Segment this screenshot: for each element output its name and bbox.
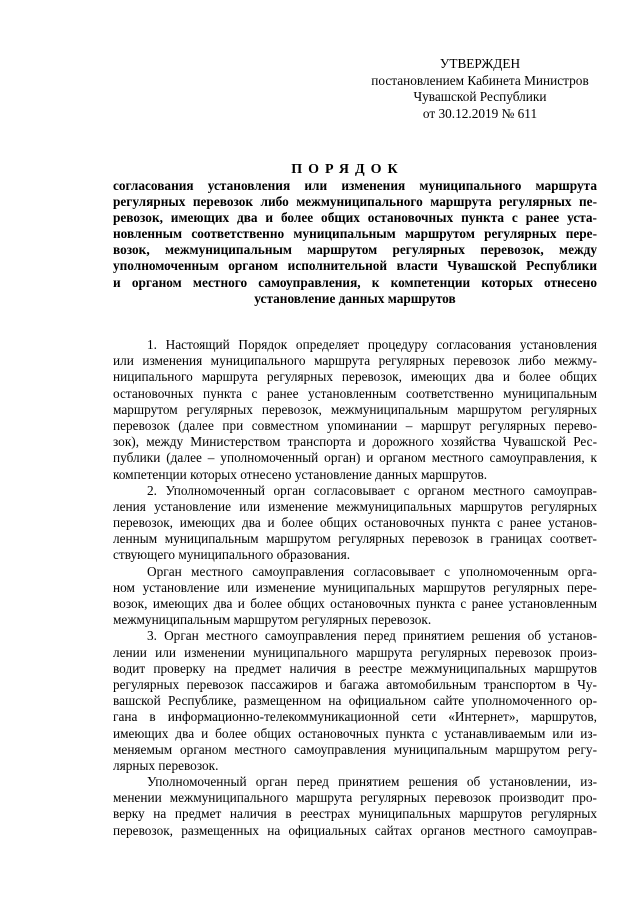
document-subtitle — [113, 178, 597, 307]
document-body — [113, 337, 597, 839]
paragraph-line: верку на предмет наличия в реестрах муниципальных маршрутов регулярных — [113, 806, 597, 822]
subtitle-line: установление данных маршрутов — [254, 290, 456, 306]
paragraph-line: перевозок, имеющих два и более общих остановочных пункта с ранее установ- — [113, 515, 597, 531]
paragraph-line: возок, имеющих два и более общих остановочных пункта с ранее установленным — [113, 596, 597, 611]
paragraph-line: межмуниципальным маршрутом регулярных перевозок. — [113, 612, 432, 628]
paragraph-line: 1. Настоящий Порядок определяет процедуру согласования установления — [147, 337, 597, 352]
paragraph-line: Орган местного самоуправления согласовывает с уполномоченным орга- — [147, 563, 597, 579]
paragraph — [113, 483, 597, 564]
paragraph-line: меняемым органом местного самоуправления муниципальным маршрутом регу- — [113, 741, 597, 757]
paragraph-line: ления установление или изменение межмуниципальных маршрутов регулярных — [113, 498, 597, 514]
approval-stamp — [360, 56, 600, 122]
subtitle-line: новленным соответственно муниципальным маршрутом регулярных пере- — [113, 226, 597, 242]
paragraph — [113, 337, 597, 483]
paragraph-line: Уполномоченный орган перед принятием решения об установлении, из- — [147, 774, 597, 790]
paragraph-line: ном установление или изменение муниципальных маршрутов регулярных пере- — [113, 579, 597, 595]
paragraph-line: вашской Республике, размещенном на официальном сайте уполномоченного ор- — [113, 693, 597, 709]
paragraph-line: ленным муниципальным маршрутом регулярных перевозок в границах соответ- — [113, 531, 597, 547]
approval-line-2: Чувашской Республики — [413, 89, 547, 104]
paragraph — [113, 564, 597, 629]
subtitle-line: уполномоченным органом исполнительной власти Чувашской Республики — [113, 258, 597, 274]
paragraph-line: лярных перевозок. — [113, 757, 219, 773]
paragraph-line: маршрутом регулярных перевозок, межмуниципальным маршрутом регулярных — [113, 401, 597, 417]
paragraph-line: остановочных пункта с ранее установленным соответственно муниципальным — [113, 385, 597, 401]
subtitle-line: и органом местного самоуправления, к компетенции которых отнесено — [113, 274, 597, 290]
approval-line-3: от 30.12.2019 № 611 — [422, 105, 538, 121]
subtitle-line: согласования установления или изменения муниципального маршрута — [113, 178, 597, 193]
paragraph-line: или изменения муниципального маршрута регулярных перевозок либо межму- — [113, 353, 597, 369]
paragraph — [113, 774, 597, 839]
paragraph-line: гана в информационно-телекоммуникационной сети «Интернет», маршрутов, — [113, 709, 597, 725]
document-title: ПОРЯДОК — [291, 162, 404, 177]
approval-line-1: постановлением Кабинета Министров — [371, 72, 589, 88]
paragraph-line: перевозок (далее при совместном упоминании – маршрут регулярных перево- — [113, 417, 597, 433]
paragraph-line: имеющих два и более общих остановочных пункта с устанавливаемым или из- — [113, 725, 597, 741]
subtitle-line: возок, межмуниципальным маршрутом регулярных перевозок, между — [113, 242, 597, 258]
paragraph-line: ниципального маршрута регулярных перевозок, имеющих два и более общих — [113, 369, 597, 385]
paragraph-line: менении межмуниципального маршрута регулярных перевозок производит про- — [113, 790, 597, 806]
paragraph-line: 2. Уполномоченный орган согласовывает с органом местного самоуправ- — [147, 482, 597, 498]
subtitle-line: ревозок, имеющих два и более общих остановочных пункта с ранее уста- — [113, 210, 597, 226]
paragraph-line: водит проверку на предмет наличия в реестре межмуниципальных маршрутов — [113, 660, 597, 676]
subtitle-line: регулярных перевозок либо межмуниципального маршрута регулярных пе- — [113, 194, 597, 210]
paragraph-line: ствующего муниципального образования. — [113, 547, 351, 563]
paragraph-line: регулярных перевозок пассажиров и багажа автомобильным транспортом в Чу- — [113, 676, 597, 692]
paragraph — [113, 628, 597, 774]
paragraph-line: перевозок, размещенных на официальных сайтах органов местного самоуправ- — [113, 822, 597, 838]
paragraph-line: 3. Орган местного самоуправления перед принятием решения об установ- — [147, 628, 597, 644]
paragraph-line: компетенции которых отнесено установление данных маршрутов. — [113, 466, 488, 482]
paragraph-line: публики (далее – уполномоченный орган) и органом местного самоуправления, к — [113, 450, 597, 466]
approval-heading: УТВЕРЖДЕН — [439, 56, 521, 71]
paragraph-line: зок), между Министерством транспорта и дорожного хозяйства Чувашской Рес- — [113, 434, 597, 450]
paragraph-line: лении или изменении муниципального маршрута регулярных перевозок произ- — [113, 644, 597, 660]
